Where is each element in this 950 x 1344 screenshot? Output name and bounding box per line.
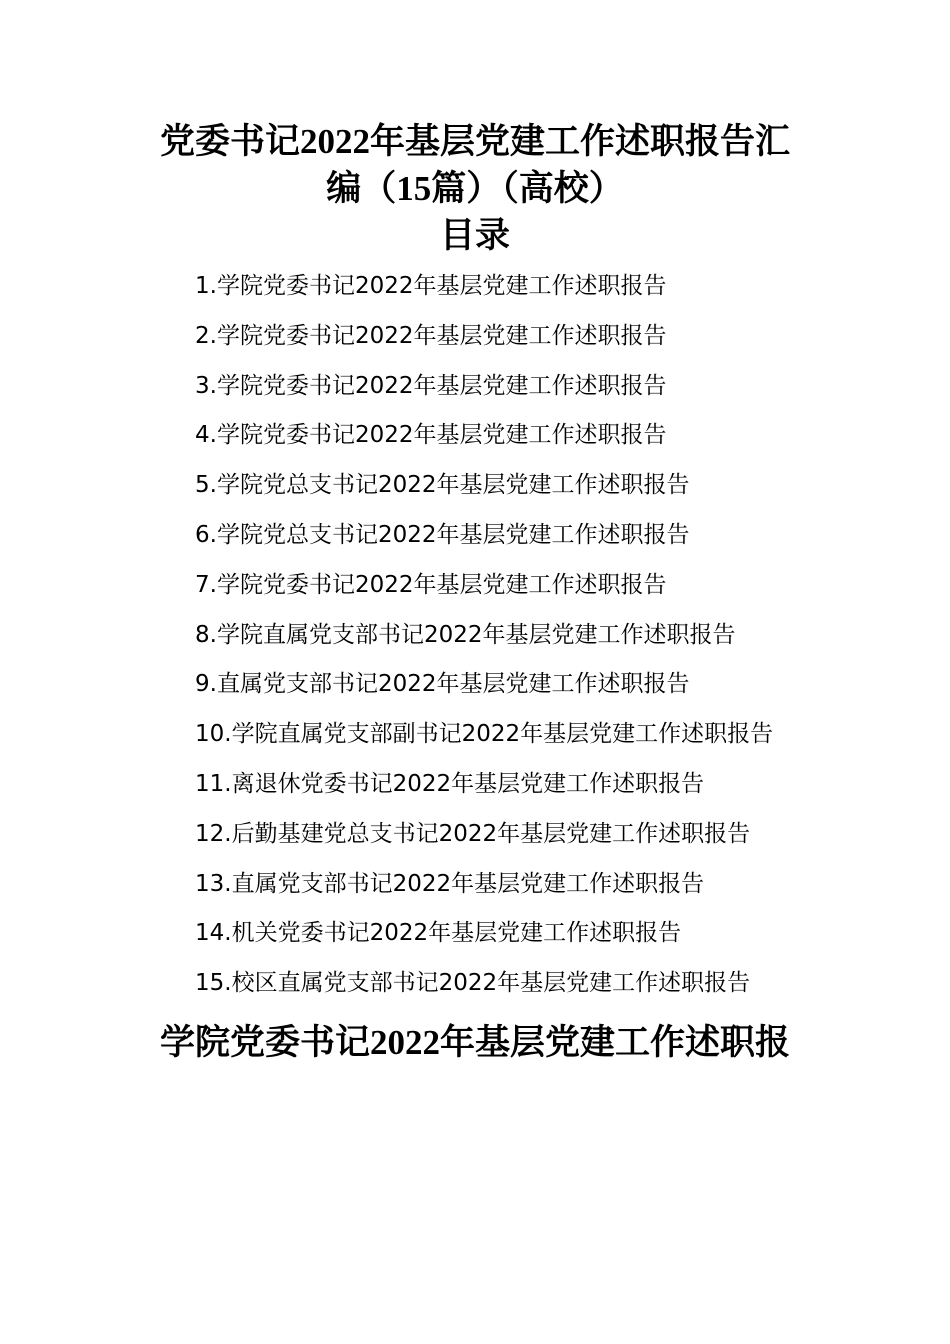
toc-item[interactable]: 1.学院党委书记2022年基层党建工作述职报告 bbox=[195, 273, 667, 299]
toc-heading: 目录 bbox=[439, 216, 510, 255]
toc-item[interactable]: 4.学院党委书记2022年基层党建工作述职报告 bbox=[195, 422, 667, 449]
toc-item[interactable]: 10.学院直属党支部副书记2022年基层党建工作述职报告 bbox=[195, 721, 774, 748]
toc-item[interactable]: 9.直属党支部书记2022年基层党建工作述职报告 bbox=[195, 671, 690, 698]
toc-item[interactable]: 15.校区直属党支部书记2022年基层党建工作述职报告 bbox=[195, 970, 751, 997]
toc-item[interactable]: 12.后勤基建党总支书记2022年基层党建工作述职报告 bbox=[195, 820, 751, 847]
toc-item[interactable]: 5.学院党总支书记2022年基层党建工作述职报告 bbox=[195, 472, 690, 499]
section-title: 学院党委书记2022年基层党建工作述职报 bbox=[159, 1022, 790, 1062]
toc-item[interactable]: 13.直属党支部书记2022年基层党建工作述职报告 bbox=[195, 870, 705, 897]
toc-item[interactable]: 8.学院直属党支部书记2022年基层党建工作述职报告 bbox=[195, 621, 736, 648]
toc-item[interactable]: 2.学院党委书记2022年基层党建工作述职报告 bbox=[195, 322, 667, 349]
toc-item[interactable]: 11.离退休党委书记2022年基层党建工作述职报告 bbox=[195, 770, 705, 797]
toc-item[interactable]: 7.学院党委书记2022年基层党建工作述职报告 bbox=[195, 571, 667, 598]
toc-item[interactable]: 3.学院党委书记2022年基层党建工作述职报告 bbox=[195, 372, 667, 399]
toc-item[interactable]: 14.机关党委书记2022年基层党建工作述职报告 bbox=[195, 920, 682, 947]
document-title: 党委书记2022年基层党建工作述职报告汇编（15篇）（高校） bbox=[159, 122, 790, 208]
document-page bbox=[143, 118, 807, 1067]
table-of-contents bbox=[143, 262, 807, 1009]
toc-item[interactable]: 6.学院党总支书记2022年基层党建工作述职报告 bbox=[195, 521, 690, 548]
